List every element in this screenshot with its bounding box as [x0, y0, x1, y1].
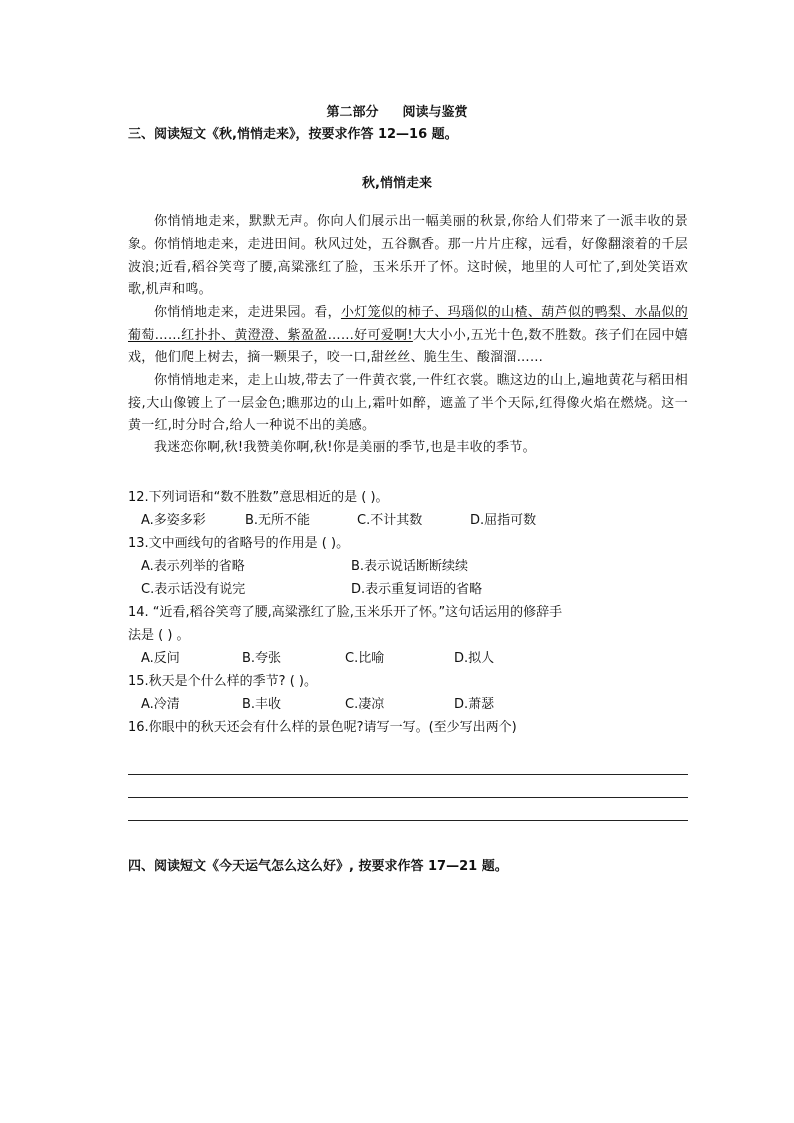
- question-15: 15.秋天是个什么样的季节? ( )。: [128, 674, 317, 689]
- q15-option-b: B.丰收: [242, 697, 282, 712]
- paragraph-4: 你悄悄地走来，走上山坡,带去了一件黄衣裳,一件红衣裳。瞧这边的山上,遍地黄花与稻田相接,大山像镀上了一层金色;瞧那边的山上,霜叶如醉，遮盖了半个天际,红得像火焰在燃烧。这一黄一红,时分时合,给人一种说不出的美感。: [128, 373, 688, 433]
- q12-option-a: A.多姿多彩: [141, 513, 206, 528]
- q15-option-c: C.凄凉: [345, 697, 385, 712]
- q14-option-c: C.比喻: [345, 651, 385, 666]
- answer-line-3[interactable]: [128, 820, 688, 821]
- answer-line-1[interactable]: [128, 774, 688, 775]
- q13-option-a: A.表示列举的省略: [141, 559, 245, 574]
- story-title: 秋,悄悄走来: [362, 176, 432, 191]
- paragraph-5: 我迷恋你啊,秋!我赞美你啊,秋!你是美丽的季节,也是丰收的季节。: [154, 440, 536, 455]
- question-12: 12.下列词语和“数不胜数”意思相近的是 ( )。: [128, 490, 389, 505]
- underlined-sentence: 小灯笼似的柿子、玛瑙似的山楂、葫芦似的鸭梨、水晶似的葡萄……红扑扑、黄澄澄、紫盈盈……好可爱啊!: [128, 305, 688, 343]
- q12-option-b: B.无所不能: [245, 513, 311, 528]
- q14-option-d: D.拟人: [454, 651, 495, 666]
- q14-option-a: A.反问: [141, 651, 180, 666]
- question-14-line-2: 法是 ( ) 。: [128, 628, 190, 643]
- q13-option-c: C.表示话没有说完: [141, 582, 246, 597]
- part-name: 阅读与鉴赏: [402, 105, 468, 120]
- q12-option-d: D.屈指可数: [470, 513, 537, 528]
- section-4-heading: 四、阅读短文《今天运气怎么这么好》, 按要求作答 17—21 题。: [128, 859, 508, 874]
- q13-option-d: D.表示重复词语的省略: [351, 582, 483, 597]
- paragraph-3-intro: 你悄悄地走来，走进果园。看，: [154, 305, 341, 320]
- part-number: 第二部分: [326, 105, 379, 120]
- paragraph-3-rest: 大大小小,五光十色,数不胜数。孩子们在园中嬉戏，他们爬上树去，摘一颗果子，咬一口,甜丝丝、脆生生、酸溜溜……: [128, 327, 689, 365]
- q15-option-d: D.萧瑟: [454, 697, 495, 712]
- q13-option-b: B.表示说话断断续续: [351, 559, 469, 574]
- paragraph-3: [128, 302, 688, 370]
- question-16: 16.你眼中的秋天还会有什么样的景色呢?请写一写。(至少写出两个): [128, 720, 517, 735]
- q15-option-a: A.冷清: [141, 697, 180, 712]
- section-3-heading: 三、阅读短文《秋,悄悄走来》，按要求作答 12—16 题。: [128, 127, 458, 142]
- q14-option-b: B.夸张: [242, 651, 282, 666]
- paragraph-2: 你悄悄地走来，走进田间。秋风过处，五谷飘香。那一片片庄稼，远看，好像翻滚着的千层波浪;近看,稻谷笑弯了腰,高粱涨红了脸，玉米乐开了怀。这时候，地里的人可忙了,到处笑语欢歌,机声和鸣。: [128, 237, 688, 297]
- q12-option-c: C.不计其数: [357, 513, 423, 528]
- question-13: 13.文中画线句的省略号的作用是 ( )。: [128, 536, 350, 551]
- paragraph-1: 你悄悄地走来，默默无声。你向人们展示出一幅美丽的秋景,你给人们带来了一派丰收的景象。: [128, 214, 688, 252]
- part-title: [0, 101, 794, 120]
- answer-line-2[interactable]: [128, 797, 688, 798]
- question-14-line-1: 14. “近看,稻谷笑弯了腰,高粱涨红了脸,玉米乐开了怀。”这句话运用的修辞手: [128, 605, 563, 620]
